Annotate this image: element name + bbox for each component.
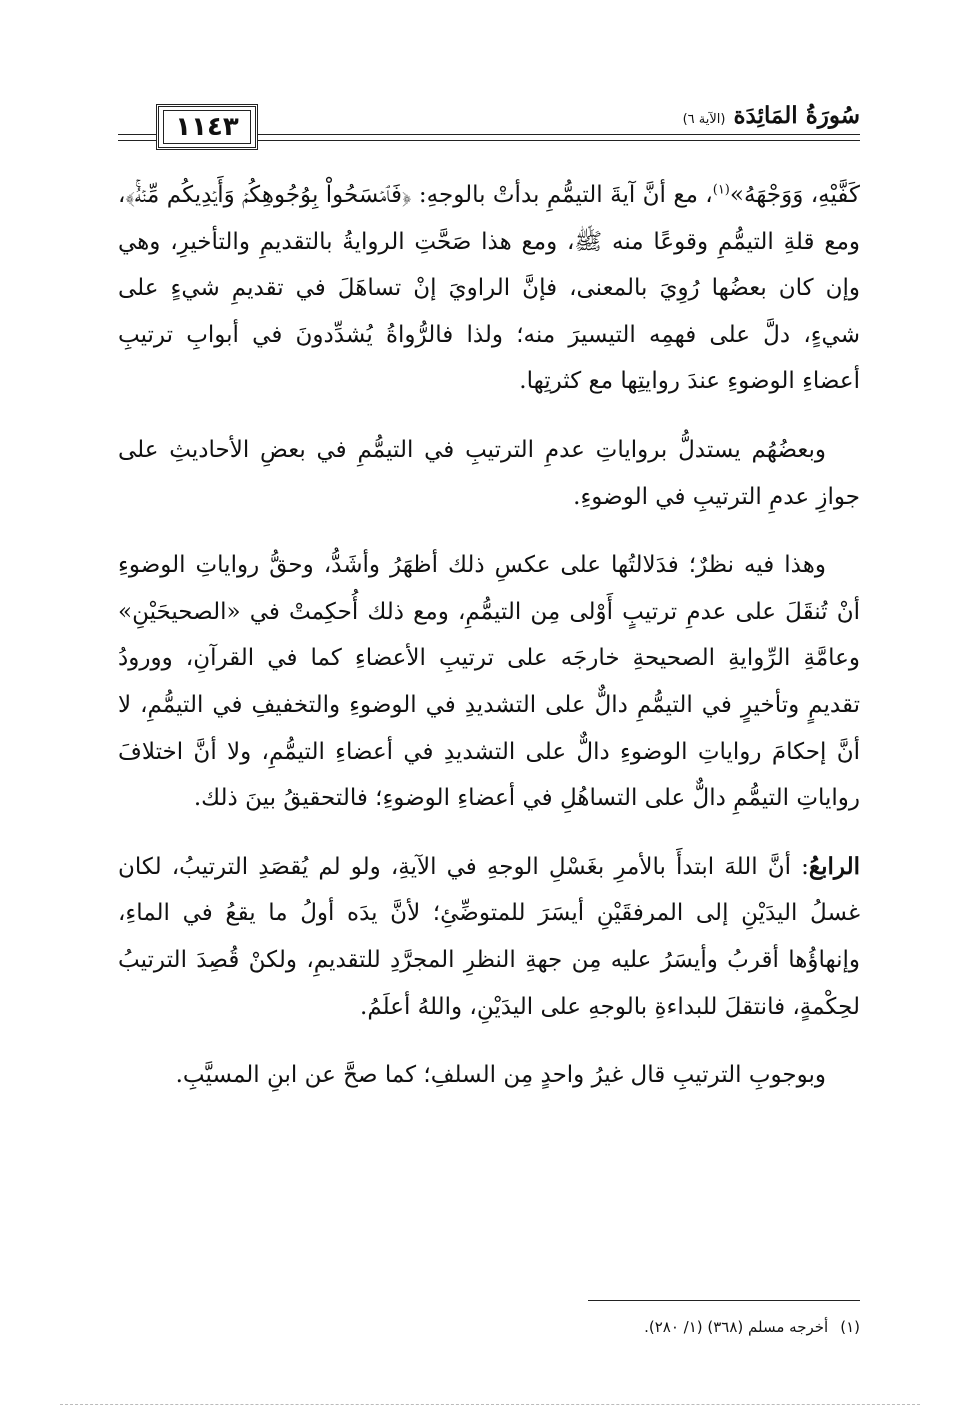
paragraph-text: ، مع أنَّ آيةَ التيمُّمِ بدأتْ بالوجهِ: ﴿فَٱمۡسَحُواْ بِوُجُوهِكُمۡ وَأَيۡدِيكُم مِّنۡهُۚ﴾، ومع قلةِ التيمُّمِ وقوعًا منه ﷺ، ومع هذا صَحَّتِ الروايةُ بالتقديمِ والتأخيرِ، وهي وإن كان بعضُها رُوِيَ بالمعنى، فإنَّ الراويَ إنْ تساهَلَ في تقديمِ شيءٍ على شيءٍ، دلَّ على فهمِه التيسيرَ منه؛ ولذا فالرُّواةُ يُشدِّدونَ في أبوابِ ترتيبِ أعضاءِ الوضوءِ عندَ روايتِها مع كثرتِها. xyxy=(118,182,860,395)
main-text xyxy=(118,172,860,1099)
footnote-reference[interactable]: (١) xyxy=(712,182,730,198)
footnote-1 xyxy=(360,1316,860,1338)
surah-title xyxy=(673,102,860,129)
footnote-text: أخرجه مسلم (٣٦٨) (١/ ٢٨٠). xyxy=(644,1318,829,1336)
paragraph-text: كَفَّيْهِ، وَوَجْهَهُ» xyxy=(729,182,860,208)
footnote-marker: (١) xyxy=(840,1318,860,1336)
page-header xyxy=(118,96,860,160)
scan-edge-artifact xyxy=(60,1404,920,1405)
paragraph-4 xyxy=(118,844,860,1030)
paragraph-text: وبوجوبِ الترتيبِ قال غيرُ واحدٍ مِن السلفِ؛ كما صحَّ عن ابنِ المسيَّبِ. xyxy=(175,1062,826,1089)
paragraph-text: : أنَّ اللهَ ابتدأَ بالأمرِ بغَسْلِ الوجهِ في الآيةِ، ولو لم يُقصَدِ الترتيبُ، لكان غسلُ اليدَيْنِ إلى المرفقَيْنِ أيسَرَ للمتوضِّئِ؛ لأنَّ يدَه أولُ ما يقعُ في الماءِ، وإنهاؤُها أقربُ وأيسَرُ عليه مِن جهةِ النظرِ المجرَّدِ للتقديمِ، ولكنْ قُصِدَ الترتيبُ لحِكْمةٍ، فانتقلَ للبداءةِ بالوجهِ على اليدَيْنِ، واللهُ أعلَمُ. xyxy=(118,853,860,1020)
paragraph-text: وبعضُهُم يستدلُّ برواياتِ عدمِ الترتيبِ في التيمُّمِ في بعضِ الأحاديثِ على جوازِ عدمِ الترتيبِ في الوضوءِ. xyxy=(118,436,860,510)
paragraph-2 xyxy=(118,427,860,520)
paragraph-3 xyxy=(118,542,860,822)
paragraph-1 xyxy=(118,172,860,405)
paragraph-text: وهذا فيه نظرٌ؛ فدَلالتُها على عكسِ ذلك أظهَرُ وأشَدُّ، وحقُّ رواياتِ الوضوءِ أنْ تُنقَلَ على عدمِ ترتيبٍ أَوْلى مِن التيمُّمِ، ومع ذلك أُحكِمتْ في «الصحيحَيْنِ» وعامَّةِ الرِّوايةِ الصحيحةِ خارجَه على ترتيبِ الأعضاءِ كما في القرآنِ، وورودُ تقديمٍ وتأخيرٍ في التيمُّمِ دالٌّ على التشديدِ في الوضوءِ والتخفيفِ في التيمُّمِ، لا أنَّ إحكامَ رواياتِ الوضوءِ دالٌّ على التشديدِ في أعضاءِ التيمُّمِ، ولا أنَّ اختلافَ رواياتِ التيمُّمِ دالٌّ على التساهُلِ في أعضاءِ الوضوءِ؛ فالتحقيقُ بينَ ذلك. xyxy=(118,552,860,812)
verse-reference: (الآية ٦) xyxy=(682,112,726,127)
paragraph-5 xyxy=(118,1052,860,1099)
page-number: ١١٤٣ xyxy=(163,110,251,144)
surah-name: سُورَةُ المَائِدَة xyxy=(733,102,860,129)
page-number-frame xyxy=(156,104,258,150)
footnote-separator xyxy=(588,1300,860,1301)
paragraph-lead: الرابعُ xyxy=(808,852,860,880)
